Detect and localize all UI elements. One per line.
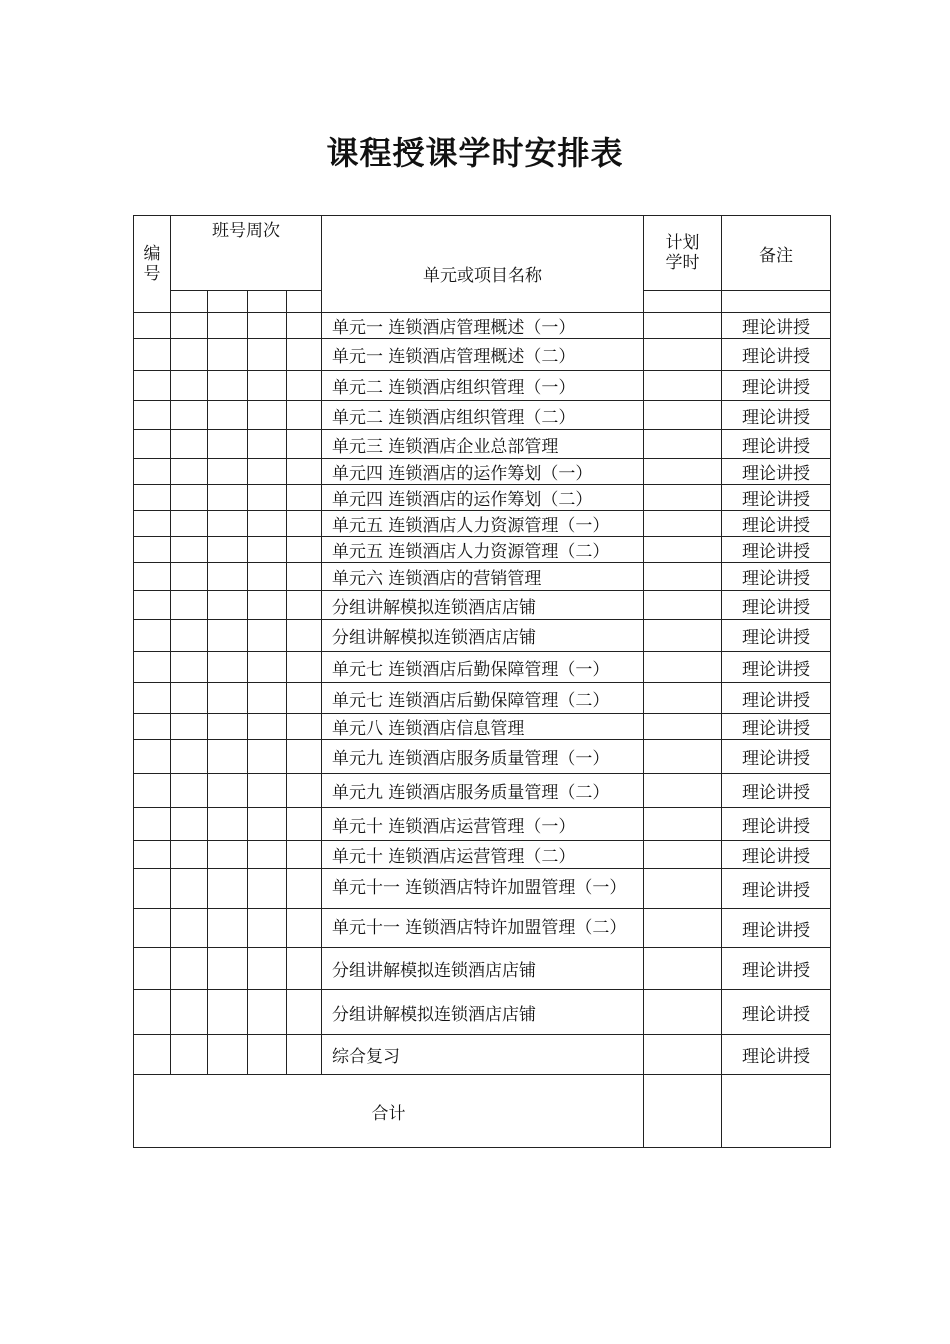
unit-name-cell: 单元二 连锁酒店组织管理（一）	[322, 371, 644, 401]
week-cell	[171, 371, 208, 401]
hours-subcell	[644, 291, 722, 313]
week-cell	[208, 371, 248, 401]
table-row	[134, 740, 831, 774]
week-cell	[287, 808, 322, 841]
week-cell	[208, 909, 248, 948]
week-cell	[287, 511, 322, 537]
week-cell	[287, 620, 322, 652]
table-row	[134, 683, 831, 714]
week-cell	[171, 591, 208, 620]
week-cell	[208, 841, 248, 869]
week-cell	[171, 620, 208, 652]
number-cell	[134, 869, 171, 909]
remarks-cell: 理论讲授	[722, 511, 831, 537]
total-label: 合计	[134, 1075, 644, 1148]
remarks-cell: 理论讲授	[722, 990, 831, 1035]
remarks-cell: 理论讲授	[722, 620, 831, 652]
hours-cell	[644, 1035, 722, 1075]
table-row	[134, 591, 831, 620]
number-cell	[134, 511, 171, 537]
week-cell	[287, 652, 322, 683]
week-cell	[248, 591, 287, 620]
week-cell	[287, 948, 322, 990]
week-cell	[208, 563, 248, 591]
week-cell	[287, 430, 322, 459]
week-cell	[287, 1035, 322, 1075]
week-cell	[208, 869, 248, 909]
week-cell	[208, 459, 248, 485]
week-cell	[171, 948, 208, 990]
unit-name-cell: 单元十 连锁酒店运营管理（一）	[322, 808, 644, 841]
number-cell	[134, 909, 171, 948]
week-cell	[287, 371, 322, 401]
table-row	[134, 459, 831, 485]
week-cell	[171, 401, 208, 430]
page-title: 课程授课学时安排表	[326, 134, 624, 172]
week-cell	[171, 841, 208, 869]
remarks-cell: 理论讲授	[722, 459, 831, 485]
hours-cell	[644, 401, 722, 430]
week-cell	[171, 485, 208, 511]
number-cell	[134, 774, 171, 808]
header-class-week: 班号周次	[171, 216, 322, 291]
unit-name-cell: 单元四 连锁酒店的运作筹划（一）	[322, 459, 644, 485]
week-cell	[287, 459, 322, 485]
week-cell	[171, 459, 208, 485]
week-cell	[208, 430, 248, 459]
table-row	[134, 430, 831, 459]
header-unit-name: 单元或项目名称	[322, 216, 644, 313]
week-cell	[248, 401, 287, 430]
hours-cell	[644, 371, 722, 401]
week-cell	[208, 591, 248, 620]
table-row	[134, 339, 831, 371]
unit-name-cell: 单元七 连锁酒店后勤保障管理（二）	[322, 683, 644, 714]
week-cell	[208, 714, 248, 740]
week-cell	[248, 485, 287, 511]
week-cell	[171, 313, 208, 339]
week-cell	[208, 537, 248, 563]
week-cell	[208, 485, 248, 511]
week-cell	[287, 841, 322, 869]
hours-cell	[644, 620, 722, 652]
hours-cell	[644, 459, 722, 485]
unit-name-cell: 单元五 连锁酒店人力资源管理（一）	[322, 511, 644, 537]
hours-cell	[644, 430, 722, 459]
week-cell	[287, 485, 322, 511]
remarks-cell: 理论讲授	[722, 430, 831, 459]
number-cell	[134, 591, 171, 620]
unit-name-cell: 单元一 连锁酒店管理概述（一）	[322, 313, 644, 339]
unit-name-cell: 单元十一 连锁酒店特许加盟管理（一）	[322, 869, 644, 909]
unit-name-cell: 分组讲解模拟连锁酒店店铺	[322, 948, 644, 990]
week-cell	[171, 808, 208, 841]
table-row	[134, 869, 831, 909]
unit-name-cell: 单元一 连锁酒店管理概述（二）	[322, 339, 644, 371]
week-cell	[208, 1035, 248, 1075]
table-row	[134, 371, 831, 401]
total-row	[134, 1075, 831, 1148]
table-row	[134, 1035, 831, 1075]
hours-cell	[644, 869, 722, 909]
hours-cell	[644, 740, 722, 774]
week-cell	[287, 591, 322, 620]
week-cell	[248, 869, 287, 909]
week-cell	[287, 740, 322, 774]
number-cell	[134, 714, 171, 740]
week-cell	[248, 740, 287, 774]
week-cell	[248, 948, 287, 990]
header-planned-hours	[644, 216, 722, 291]
week-cell	[248, 683, 287, 714]
unit-name-cell: 单元七 连锁酒店后勤保障管理（一）	[322, 652, 644, 683]
number-cell	[134, 652, 171, 683]
week-cell	[248, 371, 287, 401]
table-row	[134, 620, 831, 652]
week-cell	[248, 774, 287, 808]
week-cell	[287, 714, 322, 740]
number-cell	[134, 620, 171, 652]
week-cell	[248, 563, 287, 591]
week-cell	[287, 683, 322, 714]
remarks-cell: 理论讲授	[722, 401, 831, 430]
unit-name-cell: 单元九 连锁酒店服务质量管理（二）	[322, 774, 644, 808]
hours-cell	[644, 774, 722, 808]
week-cell	[287, 401, 322, 430]
week-cell	[171, 339, 208, 371]
number-cell	[134, 1035, 171, 1075]
number-cell	[134, 808, 171, 841]
total-hours-cell	[644, 1075, 722, 1148]
week-cell	[171, 714, 208, 740]
unit-name-cell: 单元十 连锁酒店运营管理（二）	[322, 841, 644, 869]
number-cell	[134, 430, 171, 459]
table-row	[134, 990, 831, 1035]
hours-cell	[644, 841, 722, 869]
hours-cell	[644, 683, 722, 714]
remarks-cell: 理论讲授	[722, 808, 831, 841]
total-remarks-cell	[722, 1075, 831, 1148]
week-cell	[248, 339, 287, 371]
header-number-label: 编号	[143, 244, 161, 284]
remarks-cell: 理论讲授	[722, 714, 831, 740]
table-row	[134, 841, 831, 869]
unit-name-cell: 综合复习	[322, 1035, 644, 1075]
number-cell	[134, 948, 171, 990]
schedule-table	[133, 215, 831, 1148]
week-cell	[287, 990, 322, 1035]
unit-name-cell: 分组讲解模拟连锁酒店店铺	[322, 990, 644, 1035]
week-cell	[171, 683, 208, 714]
week-cell	[248, 808, 287, 841]
unit-name-cell: 单元三 连锁酒店企业总部管理	[322, 430, 644, 459]
hours-cell	[644, 652, 722, 683]
week-cell	[287, 537, 322, 563]
week-cell	[208, 774, 248, 808]
number-cell	[134, 740, 171, 774]
week-cell	[248, 841, 287, 869]
week-cell	[208, 291, 248, 313]
week-cell	[287, 339, 322, 371]
remarks-cell: 理论讲授	[722, 909, 831, 948]
week-cell	[248, 511, 287, 537]
hours-cell	[644, 485, 722, 511]
hours-cell	[644, 339, 722, 371]
header-number	[134, 216, 171, 313]
week-cell	[208, 401, 248, 430]
week-cell	[248, 652, 287, 683]
number-cell	[134, 313, 171, 339]
table-row	[134, 485, 831, 511]
table-row	[134, 774, 831, 808]
remarks-cell: 理论讲授	[722, 948, 831, 990]
week-cell	[248, 909, 287, 948]
week-cell	[248, 313, 287, 339]
unit-name-cell: 单元十一 连锁酒店特许加盟管理（二）	[322, 909, 644, 948]
remarks-subcell	[722, 291, 831, 313]
unit-name-cell: 单元九 连锁酒店服务质量管理（一）	[322, 740, 644, 774]
unit-name-cell: 分组讲解模拟连锁酒店店铺	[322, 620, 644, 652]
remarks-cell: 理论讲授	[722, 683, 831, 714]
week-cell	[208, 339, 248, 371]
remarks-cell: 理论讲授	[722, 869, 831, 909]
header-row	[134, 216, 831, 291]
table-row	[134, 401, 831, 430]
week-cell	[287, 774, 322, 808]
remarks-cell: 理论讲授	[722, 313, 831, 339]
hours-cell	[644, 948, 722, 990]
week-cell	[248, 537, 287, 563]
week-cell	[248, 1035, 287, 1075]
week-cell	[287, 291, 322, 313]
table-row	[134, 511, 831, 537]
week-cell	[248, 291, 287, 313]
unit-name-cell: 单元二 连锁酒店组织管理（二）	[322, 401, 644, 430]
number-cell	[134, 537, 171, 563]
header-remarks: 备注	[722, 216, 831, 291]
hours-cell	[644, 313, 722, 339]
number-cell	[134, 339, 171, 371]
week-cell	[171, 869, 208, 909]
week-cell	[171, 537, 208, 563]
table-row	[134, 714, 831, 740]
week-cell	[208, 313, 248, 339]
week-cell	[208, 948, 248, 990]
week-cell	[287, 313, 322, 339]
hours-cell	[644, 714, 722, 740]
table-row	[134, 537, 831, 563]
unit-name-cell: 分组讲解模拟连锁酒店店铺	[322, 591, 644, 620]
remarks-cell: 理论讲授	[722, 591, 831, 620]
week-cell	[171, 291, 208, 313]
hours-cell	[644, 909, 722, 948]
number-cell	[134, 371, 171, 401]
number-cell	[134, 990, 171, 1035]
remarks-cell: 理论讲授	[722, 1035, 831, 1075]
number-cell	[134, 683, 171, 714]
week-cell	[208, 511, 248, 537]
remarks-cell: 理论讲授	[722, 537, 831, 563]
week-cell	[171, 652, 208, 683]
week-cell	[171, 990, 208, 1035]
week-cell	[171, 1035, 208, 1075]
week-cell	[171, 774, 208, 808]
week-cell	[248, 459, 287, 485]
table-row	[134, 948, 831, 990]
week-cell	[208, 740, 248, 774]
table-row	[134, 313, 831, 339]
number-cell	[134, 563, 171, 591]
week-cell	[171, 511, 208, 537]
week-cell	[287, 909, 322, 948]
hours-cell	[644, 808, 722, 841]
table-row	[134, 909, 831, 948]
week-cell	[208, 620, 248, 652]
table-row	[134, 652, 831, 683]
week-cell	[208, 652, 248, 683]
unit-name-cell: 单元五 连锁酒店人力资源管理（二）	[322, 537, 644, 563]
week-cell	[248, 430, 287, 459]
unit-name-cell: 单元四 连锁酒店的运作筹划（二）	[322, 485, 644, 511]
week-cell	[248, 620, 287, 652]
number-cell	[134, 401, 171, 430]
remarks-cell: 理论讲授	[722, 371, 831, 401]
week-cell	[171, 430, 208, 459]
table-row	[134, 808, 831, 841]
number-cell	[134, 841, 171, 869]
number-cell	[134, 459, 171, 485]
week-cell	[171, 909, 208, 948]
week-cell	[208, 808, 248, 841]
unit-name-cell: 单元六 连锁酒店的营销管理	[322, 563, 644, 591]
hours-cell	[644, 563, 722, 591]
remarks-cell: 理论讲授	[722, 774, 831, 808]
hours-cell	[644, 990, 722, 1035]
remarks-cell: 理论讲授	[722, 740, 831, 774]
hours-cell	[644, 591, 722, 620]
week-cell	[208, 683, 248, 714]
week-cell	[287, 563, 322, 591]
week-cell	[171, 740, 208, 774]
remarks-cell: 理论讲授	[722, 652, 831, 683]
remarks-cell: 理论讲授	[722, 841, 831, 869]
hours-cell	[644, 511, 722, 537]
week-cell	[208, 990, 248, 1035]
week-cell	[248, 714, 287, 740]
number-cell	[134, 485, 171, 511]
unit-name-cell: 单元八 连锁酒店信息管理	[322, 714, 644, 740]
header-planned-hours-label: 计划学时	[665, 233, 700, 273]
remarks-cell: 理论讲授	[722, 339, 831, 371]
hours-cell	[644, 537, 722, 563]
week-cell	[248, 990, 287, 1035]
remarks-cell: 理论讲授	[722, 485, 831, 511]
week-cell	[171, 563, 208, 591]
week-cell	[287, 869, 322, 909]
remarks-cell: 理论讲授	[722, 563, 831, 591]
table-row	[134, 563, 831, 591]
